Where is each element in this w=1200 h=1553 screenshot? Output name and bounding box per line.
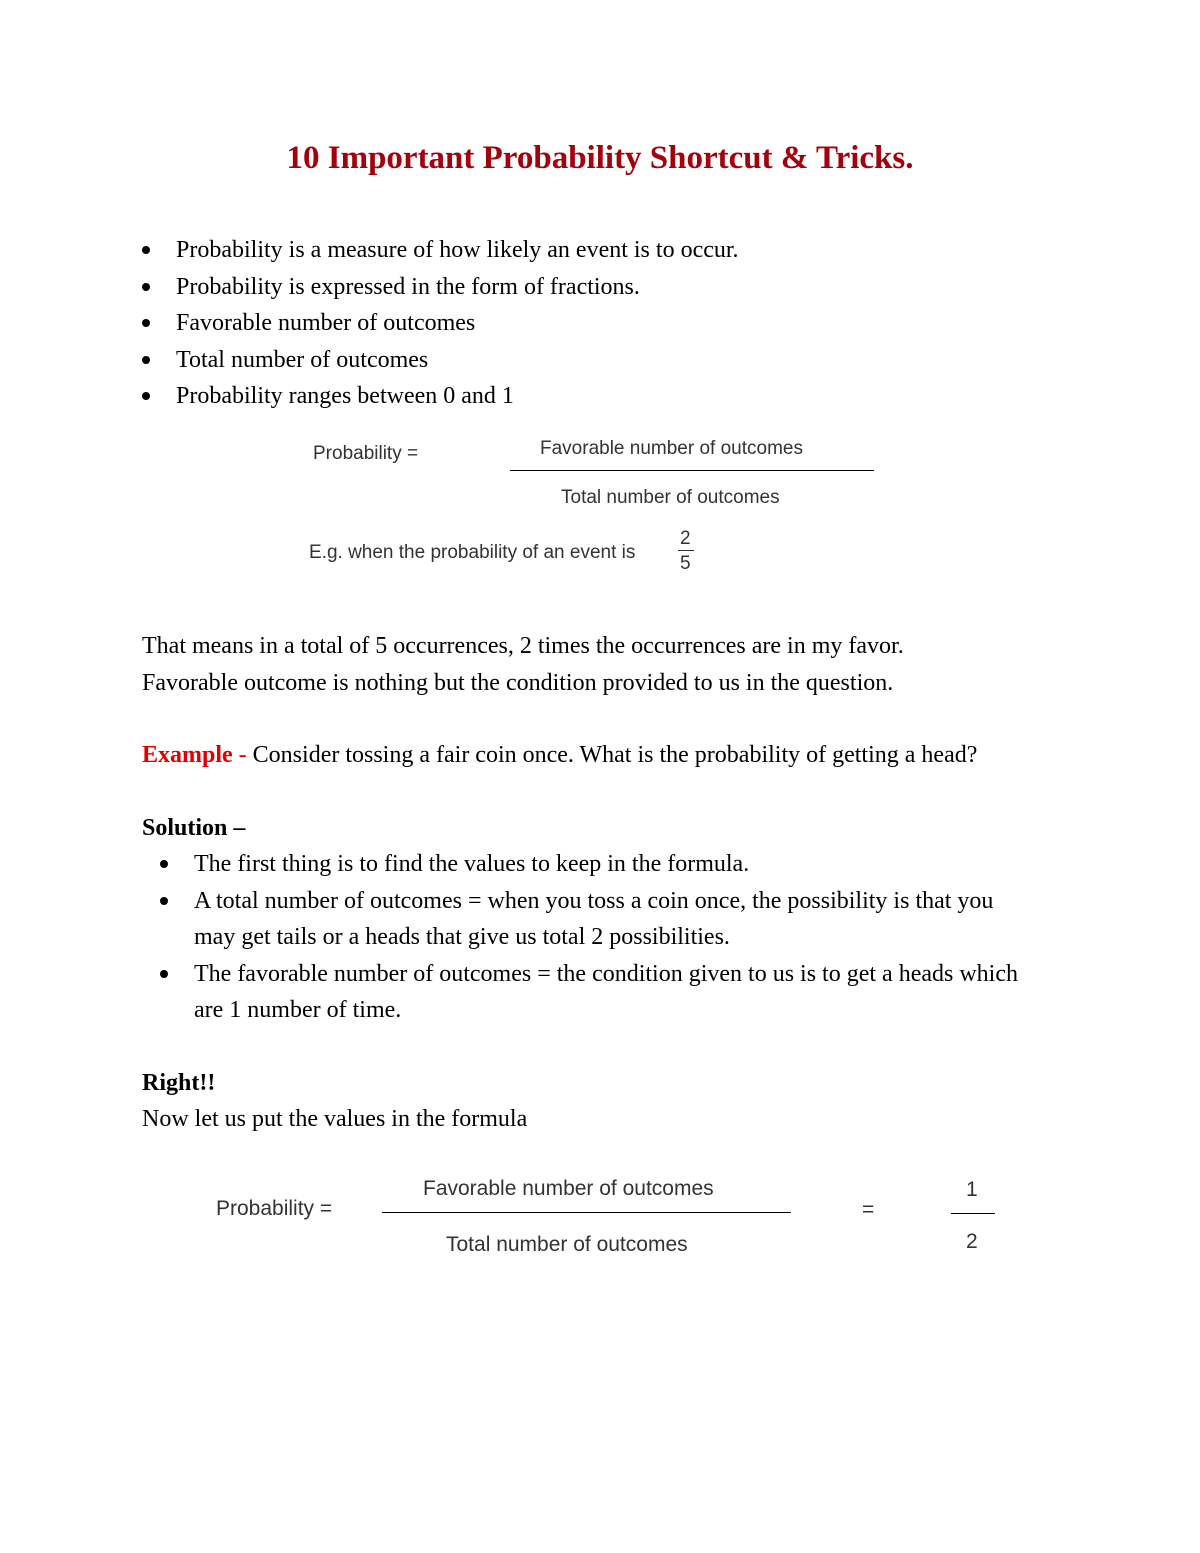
formula-numerator: Favorable number of outcomes [423,1177,714,1200]
example-label: Example [142,742,233,768]
formula-label: Probability = [313,443,419,464]
list-item: Probability ranges between 0 and 1 [142,378,739,415]
list-item: Probability is a measure of how likely an event is to occur. [142,232,739,269]
intro-bullet-list [142,232,739,415]
solution-bullet-list [160,846,1040,1029]
bullet-icon [142,246,150,254]
list-item: Favorable number of outcomes [142,305,739,342]
explanation-paragraph [142,628,904,701]
bullet-icon [142,392,150,400]
list-item: The favorable number of outcomes = the condition given to us is to get a heads which are 1 number of time. [160,956,1040,1029]
example-text: Consider tossing a fair coin once. What is the probability of getting a head? [252,742,978,768]
fraction-bar [382,1212,791,1213]
formula-label: Probability = [216,1197,333,1220]
fraction-bar [951,1213,995,1214]
bullet-icon [160,860,168,868]
page-title: 10 Important Probability Shortcut & Tricks. [286,140,914,176]
bullet-icon [160,970,168,978]
list-item: Probability is expressed in the form of fractions. [142,269,739,306]
result-denominator: 2 [966,1230,978,1253]
list-item: A total number of outcomes = when you toss a coin once, the possibility is that you may get tails or a heads that give us total 2 possibilities. [160,883,1040,956]
equals-sign: = [862,1198,875,1221]
fraction-bar [678,550,694,551]
example-fraction-denominator: 5 [680,553,691,574]
example-paragraph [142,737,1042,774]
solution-heading: Solution – [142,815,246,841]
formula-denominator: Total number of outcomes [561,487,780,508]
formula-numerator: Favorable number of outcomes [540,438,803,459]
fraction-bar [510,470,874,471]
explanation-line: That means in a total of 5 occurrences, 2 times the occurrences are in my favor. [142,633,904,659]
explanation-line: Favorable outcome is nothing but the condition provided to us in the question. [142,669,894,696]
example-dash: - [232,742,253,768]
example-fraction-numerator: 2 [680,528,691,549]
result-numerator: 1 [966,1178,978,1201]
bullet-icon [160,897,168,905]
bullet-icon [142,319,150,327]
now-text: Now let us put the values in the formula [142,1106,528,1132]
list-item: The first thing is to find the values to keep in the formula. [160,846,1040,883]
list-item: Total number of outcomes [142,342,739,379]
bullet-icon [142,356,150,364]
bullet-icon [142,283,150,291]
formula-denominator: Total number of outcomes [446,1233,688,1256]
right-label: Right!! [142,1070,216,1096]
example-fraction-label: E.g. when the probability of an event is [309,542,636,563]
